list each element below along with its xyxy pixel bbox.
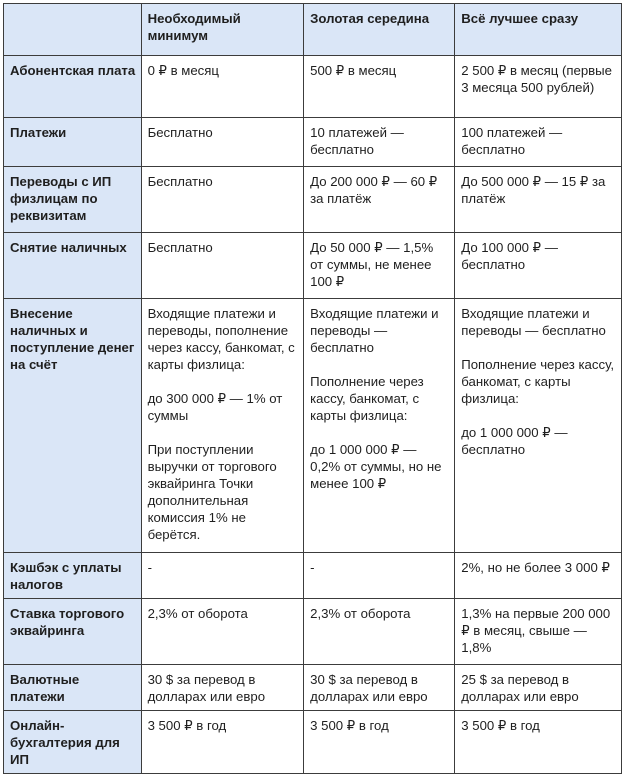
row-label: Онлайн-бухгалтерия для ИП [4,711,142,774]
row-label: Платежи [4,118,142,167]
cell-text: Бесплатно [147,125,213,140]
cell-text: До 200 000 ₽ — 60 ₽ за платёж [310,174,438,206]
cell-text: 500 ₽ в месяц [310,63,397,78]
table-row [4,553,622,599]
table-cell [455,299,622,553]
table-cell [304,167,455,233]
cell-text: до 1 000 000 ₽ — 0,2% от суммы, но не менее 100 ₽ [310,442,442,491]
table-cell [141,56,304,118]
table-cell [304,599,455,665]
cell-text: Входящие платежи и переводы — бесплатно [310,306,439,355]
cell-text: 10 платежей — бесплатно [310,125,404,157]
table-cell [141,299,304,553]
table-cell [141,553,304,599]
cell-text: до 1 000 000 ₽ — бесплатно [461,425,568,457]
cell-text: 0 ₽ в месяц [147,63,219,78]
table-cell [455,553,622,599]
table-cell [304,665,455,711]
tariff-comparison-table [3,3,622,774]
table-cell [304,56,455,118]
cell-text: До 500 000 ₽ — 15 ₽ за платёж [461,174,606,206]
table-row [4,711,622,774]
cell-text: - [147,560,152,575]
cell-text: 30 $ за перевод в долларах или евро [147,672,266,704]
table-cell [455,711,622,774]
cell-text: 1,3% на первые 200 000 ₽ в месяц, свыше — 1,8% [461,606,611,655]
cell-text: 3 500 ₽ в год [461,718,540,733]
header-corner [4,4,142,56]
table-cell [304,299,455,553]
cell-text: - [310,560,315,575]
table-cell [304,233,455,299]
row-label: Абонентская плата [4,56,142,118]
header-best-at-once: Всё лучшее сразу [455,4,622,56]
cell-text: 3 500 ₽ в год [310,718,389,733]
table-cell [141,233,304,299]
cell-text: Бесплатно [147,174,213,189]
table-cell [455,233,622,299]
table-row [4,233,622,299]
table-cell [141,711,304,774]
cell-text: 3 500 ₽ в год [147,718,227,733]
table-cell [141,118,304,167]
cell-text: 2 500 ₽ в месяц (первые 3 месяца 500 рублей) [461,63,612,95]
cell-text: 2,3% от оборота [147,606,248,621]
table-row [4,167,622,233]
cell-text: Пополнение через кассу, банкомат, с карты физлица: [310,374,424,423]
row-label: Внесение наличных и поступление денег на счёт [4,299,142,553]
table-cell [304,711,455,774]
table-row [4,118,622,167]
table-cell [455,167,622,233]
row-label: Ставка торгового эквайринга [4,599,142,665]
cell-text: 25 $ за перевод в долларах или евро [461,672,579,704]
cell-text: 100 платежей — бесплатно [461,125,563,157]
cell-text: до 300 000 ₽ — 1% от суммы [147,391,283,423]
cell-text: 2,3% от оборота [310,606,411,621]
cell-text: 30 $ за перевод в долларах или евро [310,672,428,704]
table-cell [304,553,455,599]
table-cell [141,599,304,665]
table-cell [455,599,622,665]
table-row [4,599,622,665]
table-cell [455,118,622,167]
row-label: Переводы с ИП физлицам по реквизитам [4,167,142,233]
cell-text: До 100 000 ₽ — бесплатно [461,240,558,272]
table-row [4,56,622,118]
row-label: Валютные платежи [4,665,142,711]
header-row [4,4,622,56]
table-cell [141,167,304,233]
table-cell [455,665,622,711]
cell-text: Пополнение через кассу, банкомат, с карты физлица: [461,357,615,406]
table-cell [304,118,455,167]
row-label: Кэшбэк с уплаты налогов [4,553,142,599]
header-minimum: Необходимый минимум [141,4,304,56]
cell-text: До 50 000 ₽ — 1,5% от суммы, не менее 100 ₽ [310,240,434,289]
header-golden-middle: Золотая середина [304,4,455,56]
table-row [4,299,622,553]
row-label: Снятие наличных [4,233,142,299]
cell-text: 2%, но не более 3 000 ₽ [461,560,610,575]
table-cell [455,56,622,118]
cell-text: Бесплатно [147,240,213,255]
cell-text: Входящие платежи и переводы — бесплатно [461,306,606,338]
table-row [4,665,622,711]
table-cell [141,665,304,711]
cell-text: Входящие платежи и переводы, пополнение через кассу, банкомат, с карты физлица: [147,306,295,372]
cell-text: При поступлении выручки от торгового эквайринга Точки дополнительная комиссия 1% не берётся. [147,442,277,542]
